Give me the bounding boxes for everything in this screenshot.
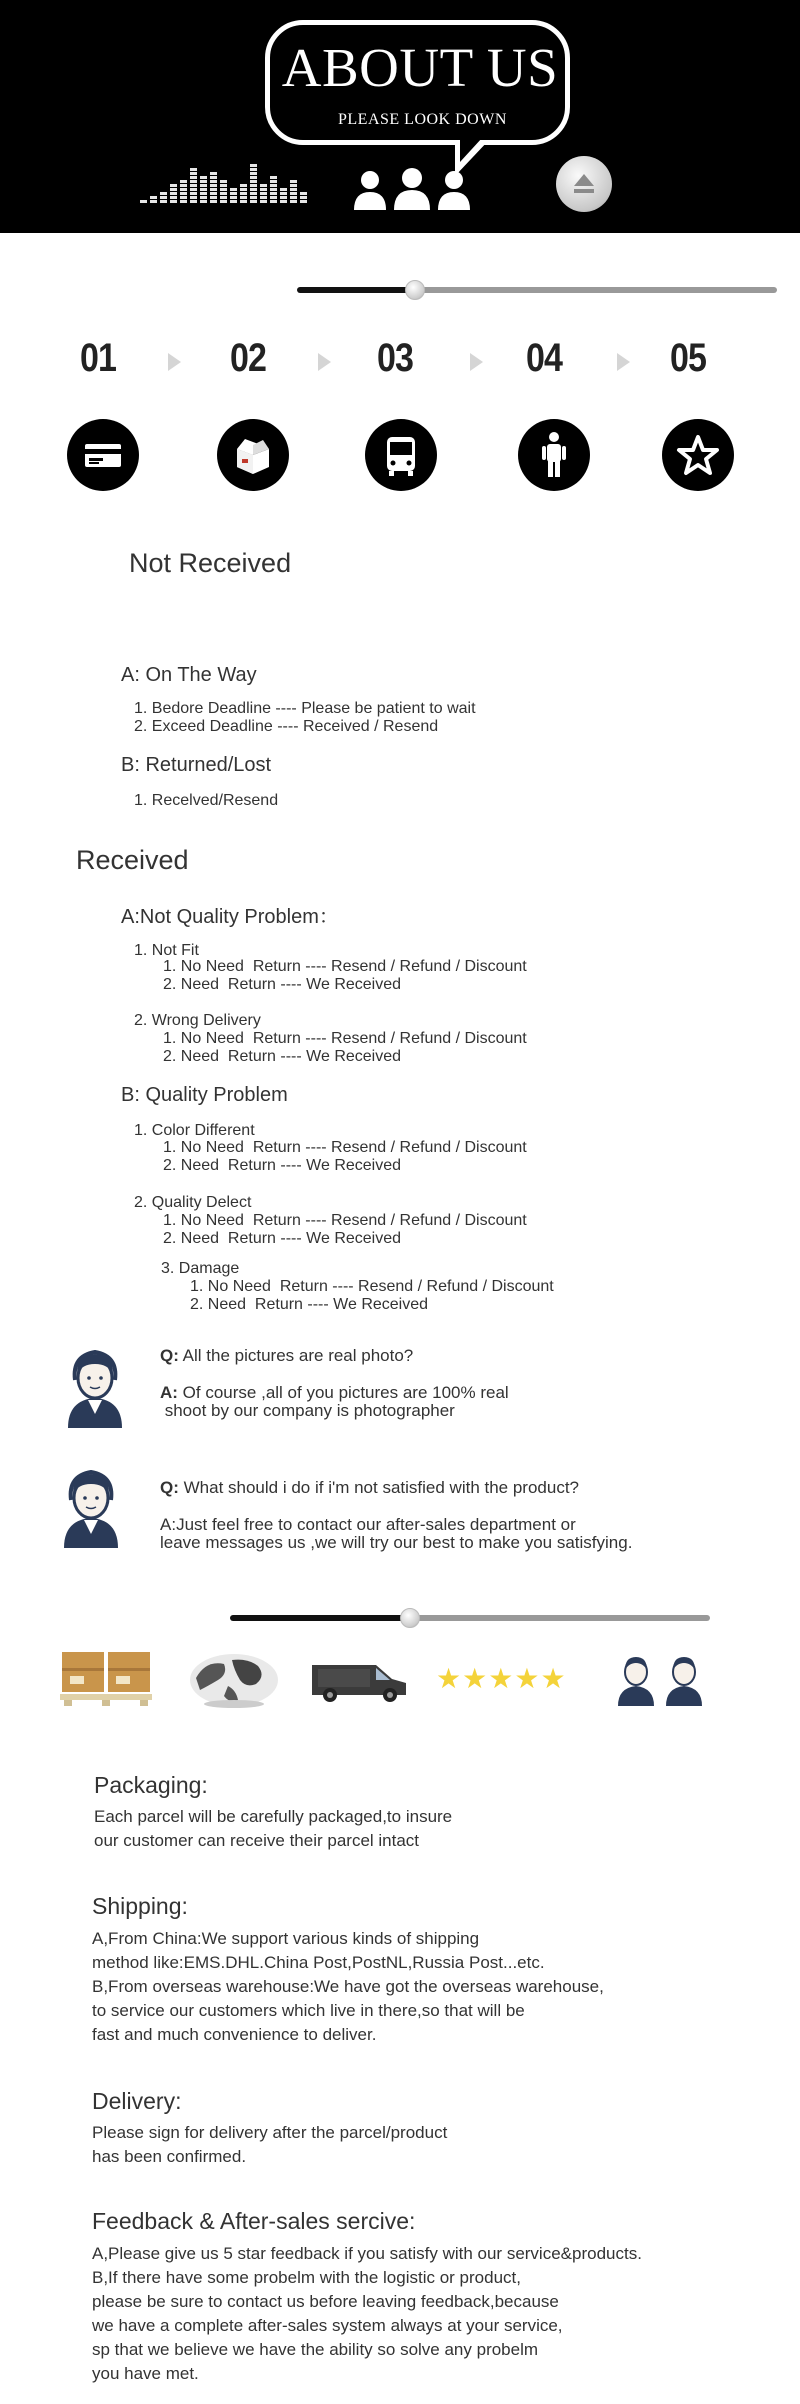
speech-bubble-tail-inner: [460, 138, 482, 162]
progress-slider-filled: [297, 287, 417, 293]
star-rating-icon: ★: [540, 1663, 566, 1694]
step-number-5: 05: [670, 336, 707, 380]
group-label: 2. Quality Delect: [134, 1194, 252, 1211]
group-item: 2. Need Return ---- We Received: [163, 1230, 402, 1247]
shipping-line: to service our customers which live in there,so that will be: [92, 2001, 525, 2020]
eject-icon: [556, 156, 612, 212]
progress-slider-filled: [230, 1615, 410, 1621]
section-title-received: Received: [76, 845, 189, 875]
step-arrow-icon: [470, 353, 483, 371]
faq-question: [160, 1478, 579, 1497]
section-title-not-received: Not Received: [129, 548, 292, 578]
feedback-line: please be sure to contact us before leaving feedback,because: [92, 2292, 559, 2311]
van-icon: [306, 1655, 411, 1705]
eject-button[interactable]: [556, 156, 612, 212]
on-the-way-item: 2. Exceed Deadline ---- Received / Resend: [134, 718, 439, 735]
question-text: What should i do if i'm not satisfied with the product?: [178, 1478, 580, 1497]
feedback-heading: Feedback & After-sales sercive:: [92, 2208, 416, 2234]
shipping-line: fast and much convenience to deliver.: [92, 2025, 377, 2044]
answer-prefix: A:: [160, 1515, 177, 1534]
shipping-line: method like:EMS.DHL.China Post,PostNL,Russia Post...etc.: [92, 1953, 545, 1972]
header-banner: [0, 0, 800, 233]
group-item: 2. Need Return ---- We Received: [163, 976, 402, 993]
step-number-1: 01: [80, 336, 117, 380]
step-number-4: 04: [526, 336, 563, 380]
faq-answer-line2: leave messages us ,we will try our best to make you satisfying.: [160, 1533, 633, 1552]
shipping-line: B,From overseas warehouse:We have got the overseas warehouse,: [92, 1977, 604, 1996]
step-arrow-icon: [617, 353, 630, 371]
credit-card-icon: [67, 419, 139, 491]
feedback-line: B,If there have some probelm with the logistic or product,: [92, 2268, 521, 2287]
packaging-heading: Packaging:: [94, 1772, 208, 1798]
faq-answer-line2: shoot by our company is photographer: [160, 1401, 455, 1420]
support-agents-icon: [612, 1648, 712, 1708]
star-rating-icon: ★: [488, 1663, 514, 1694]
on-the-way-heading: A: On The Way: [121, 664, 257, 686]
star-rating-icon: ★: [514, 1663, 540, 1694]
group-label: 2. Wrong Delivery: [134, 1012, 261, 1029]
answer-text-line1: Just feel free to contact our after-sales department or: [176, 1515, 576, 1534]
group-label: 1. Not Fit: [134, 942, 199, 959]
group-item: 1. No Need Return ---- Resend / Refund / Discount: [190, 1278, 554, 1295]
question-prefix: Q:: [160, 1478, 179, 1497]
shipping-line: A,From China:We support various kinds of shipping: [92, 1929, 480, 1948]
page-subtitle: PLEASE LOOK DOWN: [338, 111, 507, 128]
support-agent-avatar: [50, 1340, 140, 1430]
page-title: ABOUT US: [281, 37, 559, 98]
progress-slider-track: [410, 1615, 710, 1621]
feedback-line: sp that we believe we have the ability so solve any probelm: [92, 2340, 539, 2359]
delivery-line: has been confirmed.: [92, 2147, 247, 2166]
equalizer-graphic: [140, 140, 350, 210]
boxes-icon: [60, 1650, 155, 1710]
step-arrow-icon: [318, 353, 331, 371]
feedback-line: A,Please give us 5 star feedback if you satisfy with our service&products.: [92, 2244, 642, 2263]
group-label: 1. Color Different: [134, 1122, 255, 1139]
progress-slider-knob[interactable]: [405, 280, 425, 300]
step-number-3: 03: [377, 336, 414, 380]
step-arrow-icon: [168, 353, 181, 371]
on-the-way-item: 1. Bedore Deadline ---- Please be patient to wait: [134, 700, 476, 717]
star-rating-icon: ★: [462, 1663, 488, 1694]
faq-answer: [160, 1515, 576, 1534]
packaging-line: Each parcel will be carefully packaged,to insure: [94, 1807, 453, 1826]
delivery-heading: Delivery:: [92, 2088, 182, 2114]
bus-icon: [365, 419, 437, 491]
group-item: 2. Need Return ---- We Received: [163, 1048, 402, 1065]
feedback-line: you have met.: [92, 2364, 199, 2383]
progress-slider-knob[interactable]: [400, 1608, 420, 1628]
progress-slider-track: [417, 287, 777, 293]
packaging-line: our customer can receive their parcel intact: [94, 1831, 420, 1850]
star-rating-icon: ★: [436, 1663, 462, 1694]
person-icon: [518, 419, 590, 491]
group-item: 1. No Need Return ---- Resend / Refund / Discount: [163, 1030, 527, 1047]
quality-heading: B: Quality Problem: [121, 1084, 288, 1106]
faq-question: [160, 1346, 413, 1365]
people-icon: [352, 168, 472, 213]
shipping-heading: Shipping:: [92, 1893, 188, 1919]
open-box-icon: [217, 419, 289, 491]
question-text: All the pictures are real photo?: [178, 1346, 414, 1365]
returned-lost-item: 1. Recelved/Resend: [134, 792, 279, 809]
globe-icon: [188, 1650, 280, 1710]
delivery-line: Please sign for delivery after the parcel/product: [92, 2123, 448, 2142]
group-item: 1. No Need Return ---- Resend / Refund / Discount: [163, 958, 527, 975]
answer-text-line1: Of course ,all of you pictures are 100% real: [177, 1383, 509, 1402]
returned-lost-heading: B: Returned/Lost: [121, 754, 272, 776]
answer-prefix: A:: [160, 1383, 178, 1402]
star-icon: [662, 419, 734, 491]
faq-answer: [160, 1383, 509, 1402]
feedback-line: we have a complete after-sales system always at your service,: [92, 2316, 563, 2335]
group-item: 1. No Need Return ---- Resend / Refund / Discount: [163, 1139, 527, 1156]
five-stars-icon: [436, 1664, 596, 1696]
support-agent-avatar: [46, 1460, 136, 1550]
not-quality-heading: A:Not Quality Problem：: [121, 906, 339, 928]
group-label: 3. Damage: [161, 1260, 240, 1277]
group-item: 1. No Need Return ---- Resend / Refund / Discount: [163, 1212, 527, 1229]
question-prefix: Q:: [160, 1346, 179, 1365]
group-item: 2. Need Return ---- We Received: [163, 1157, 402, 1174]
group-item: 2. Need Return ---- We Received: [190, 1296, 429, 1313]
step-number-2: 02: [230, 336, 267, 380]
